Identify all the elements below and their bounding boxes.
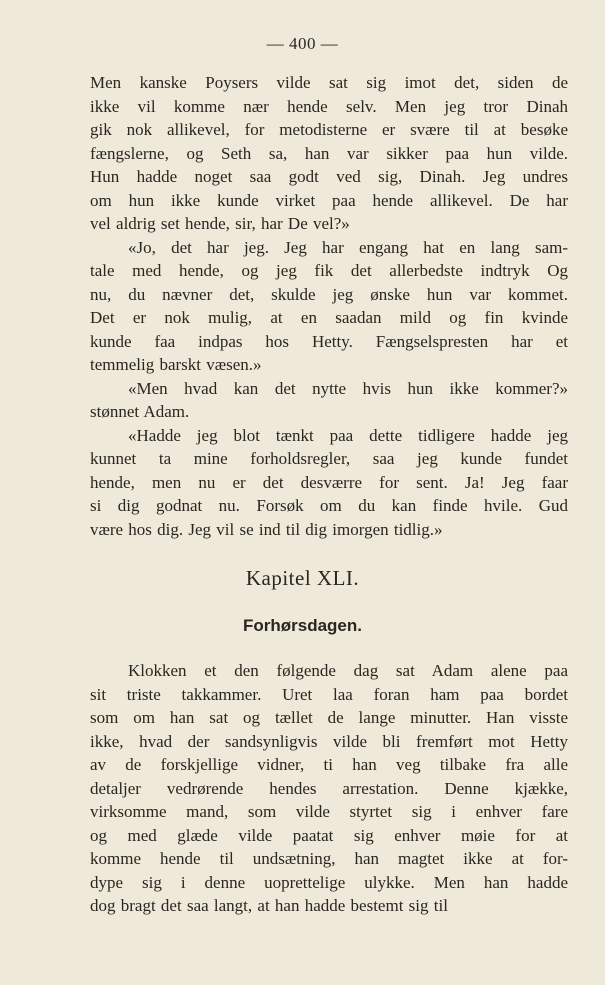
text-line: Klokken et den følgende dag sat Adam alene paa xyxy=(128,661,568,680)
body-text-section-1 xyxy=(90,71,568,541)
text-line: vel aldrig set hende, sir, har De vel?» xyxy=(90,214,350,233)
text-line: som om han sat og tællet de lange minutter. Han visste xyxy=(90,708,568,727)
text-line: dype sig i denne uoprettelige ulykke. Men han hadde xyxy=(90,872,568,892)
text-line: si dig godnat nu. Forsøk om du kan finde hvile. Gud xyxy=(90,496,568,515)
body-text-section-2 xyxy=(90,659,568,918)
text-line: ikke, hvad der sandsynligvis vilde bli fremført mot Hetty xyxy=(90,731,568,751)
text-line: nu, du nævner det, skulde jeg ønske hun var kommet. xyxy=(90,284,568,304)
text-line: gik nok allikevel, for metodisterne er svære til at besøke xyxy=(90,120,568,139)
chapter-subtitle: Forhørsdagen. xyxy=(242,616,362,635)
text-line: være hos dig. Jeg vil se ind til dig imorgen tidlig.» xyxy=(90,519,443,539)
text-line: Det er nok mulig, at en saadan mild og fin kvinde xyxy=(90,308,568,327)
text-line: detaljer vedrørende hendes arrestation. Denne kjække, xyxy=(90,778,568,798)
text-line: fængslerne, og Seth sa, han var sikker paa hun vilde. xyxy=(90,143,568,163)
text-line: hende, men nu er det desværre for sent. Ja! Jeg faar xyxy=(90,472,568,492)
text-line: sit triste takkammer. Uret laa foran ham paa bordet xyxy=(90,684,568,704)
text-line: «Jo, det har jeg. Jeg har engang hat en lang sam- xyxy=(128,237,568,257)
text-line: Hun hadde noget saa godt ved sig, Dinah. Jeg undres xyxy=(90,167,568,186)
text-line: temmelig barskt væsen.» xyxy=(90,355,262,374)
chapter-heading: Kapitel XLI. xyxy=(245,566,360,590)
page-number: — 400 — xyxy=(266,34,339,53)
text-line: kunnet ta mine forholdsregler, saa jeg kunde fundet xyxy=(90,449,568,468)
text-line: dog bragt det saa langt, at han hadde bestemt sig til xyxy=(90,896,448,915)
text-line: og med glæde vilde paatat sig enhver møie for at xyxy=(90,825,568,845)
text-line: ikke vil komme nær hende selv. Men jeg tror Dinah xyxy=(90,96,568,116)
text-line: virksomme mand, som vilde styrtet sig i enhver fare xyxy=(90,802,568,821)
text-line: Men kanske Poysers vilde sat sig imot det, siden de xyxy=(90,73,568,92)
text-line: «Hadde jeg blot tænkt paa dette tidligere hadde jeg xyxy=(128,425,568,445)
text-line: «Men hvad kan det nytte hvis hun ikke kommer?» xyxy=(128,378,568,398)
text-line: tale med hende, og jeg fik det allerbedste indtryk Og xyxy=(90,261,568,280)
text-line: kunde faa indpas hos Hetty. Fængselspresten har et xyxy=(90,331,568,351)
text-line: komme hende til undsætning, han magtet ikke at for- xyxy=(90,849,568,868)
text-line: av de forskjellige vidner, ti han veg tilbake fra alle xyxy=(90,755,568,774)
text-line: stønnet Adam. xyxy=(90,402,190,421)
text-line: om hun ikke kunde virket paa hende allikevel. De har xyxy=(90,190,568,210)
